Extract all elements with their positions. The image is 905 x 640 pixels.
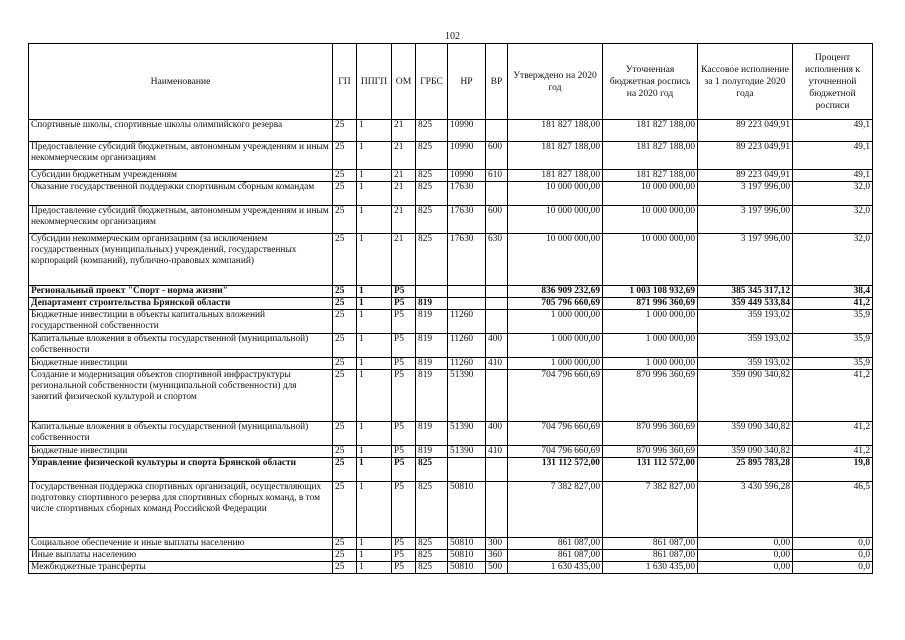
cell-vr — [486, 120, 508, 142]
col-header-om: ОМ — [392, 44, 416, 120]
cell-gp: 25 — [333, 458, 357, 482]
cell-gp: 25 — [333, 482, 357, 538]
cell-name: Субсидии некоммерческим организациям (за исключением государственных (муниципальных) учреждений, государственных корпораций (компаний), публично-правовых компаний) — [29, 234, 333, 286]
table-body — [29, 120, 873, 574]
cell-percent: 0,0 — [793, 550, 873, 562]
cell-vr — [486, 298, 508, 310]
cell-percent: 41,2 — [793, 370, 873, 422]
col-header-ppgp: ППГП — [357, 44, 392, 120]
cell-om: 21 — [392, 234, 416, 286]
table-row — [29, 370, 873, 422]
cell-approved: 181 827 188,00 — [508, 142, 603, 170]
cell-grbs: 825 — [416, 562, 448, 574]
table-row — [29, 358, 873, 370]
cell-om: P5 — [392, 370, 416, 422]
cell-om: 21 — [392, 170, 416, 182]
cell-name: Спортивные школы, спортивные школы олимпийского резерва — [29, 120, 333, 142]
cell-vr — [486, 182, 508, 206]
cell-om: P5 — [392, 358, 416, 370]
cell-refined: 181 827 188,00 — [603, 142, 698, 170]
cell-grbs: 825 — [416, 170, 448, 182]
cell-name: Капитальные вложения в объекты государственной (муниципальной) собственности — [29, 422, 333, 446]
table-row — [29, 170, 873, 182]
cell-approved: 704 796 660,69 — [508, 370, 603, 422]
cell-grbs: 825 — [416, 458, 448, 482]
cell-approved: 1 000 000,00 — [508, 334, 603, 358]
cell-vr: 610 — [486, 170, 508, 182]
cell-percent: 19,8 — [793, 458, 873, 482]
cell-percent: 32,0 — [793, 182, 873, 206]
cell-ppgp: 1 — [357, 358, 392, 370]
table-row — [29, 482, 873, 538]
table-row — [29, 142, 873, 170]
cell-om: P5 — [392, 538, 416, 550]
cell-om: P5 — [392, 422, 416, 446]
cell-np: 50810 — [448, 538, 486, 550]
cell-np: 17630 — [448, 234, 486, 286]
cell-grbs: 825 — [416, 206, 448, 234]
cell-refined: 1 003 108 932,69 — [603, 286, 698, 298]
table-row — [29, 182, 873, 206]
cell-ppgp: 1 — [357, 182, 392, 206]
cell-ppgp: 1 — [357, 206, 392, 234]
col-header-np: НР — [448, 44, 486, 120]
cell-gp: 25 — [333, 310, 357, 334]
cell-np: 50810 — [448, 562, 486, 574]
cell-percent: 32,0 — [793, 206, 873, 234]
cell-vr: 400 — [486, 422, 508, 446]
cell-approved: 10 000 000,00 — [508, 206, 603, 234]
cell-np: 11260 — [448, 358, 486, 370]
cell-percent: 41,2 — [793, 446, 873, 458]
cell-om: P5 — [392, 298, 416, 310]
cell-refined: 871 996 360,69 — [603, 298, 698, 310]
table-row — [29, 120, 873, 142]
cell-grbs: 825 — [416, 482, 448, 538]
cell-refined: 861 087,00 — [603, 538, 698, 550]
table-header-row — [29, 44, 873, 120]
cell-approved: 1 000 000,00 — [508, 310, 603, 334]
cell-refined: 181 827 188,00 — [603, 120, 698, 142]
cell-gp: 25 — [333, 170, 357, 182]
table-row — [29, 310, 873, 334]
cell-om: P5 — [392, 334, 416, 358]
cell-np — [448, 298, 486, 310]
cell-ppgp: 1 — [357, 446, 392, 458]
cell-gp: 25 — [333, 142, 357, 170]
cell-percent: 49,1 — [793, 120, 873, 142]
cell-vr: 500 — [486, 562, 508, 574]
cell-np — [448, 286, 486, 298]
cell-grbs: 819 — [416, 298, 448, 310]
cell-cash: 3 197 996,00 — [698, 182, 793, 206]
cell-refined: 7 382 827,00 — [603, 482, 698, 538]
cell-approved: 704 796 660,69 — [508, 422, 603, 446]
cell-percent: 46,5 — [793, 482, 873, 538]
cell-name: Субсидии бюджетным учреждениям — [29, 170, 333, 182]
cell-gp: 25 — [333, 446, 357, 458]
cell-ppgp: 1 — [357, 310, 392, 334]
cell-vr: 600 — [486, 206, 508, 234]
cell-percent: 0,0 — [793, 538, 873, 550]
cell-ppgp: 1 — [357, 370, 392, 422]
cell-refined: 870 996 360,69 — [603, 370, 698, 422]
col-header-approved: Утверждено на 2020 год — [508, 44, 603, 120]
cell-grbs: 819 — [416, 370, 448, 422]
cell-approved: 705 796 660,69 — [508, 298, 603, 310]
cell-np: 17630 — [448, 206, 486, 234]
cell-refined: 1 000 000,00 — [603, 334, 698, 358]
cell-np: 10990 — [448, 120, 486, 142]
cell-np: 50810 — [448, 482, 486, 538]
budget-table — [28, 43, 873, 574]
cell-name: Создание и модернизация объектов спортивной инфраструктуры региональной собственности (муниципальной собственности) для занятий физической культурой и спортом — [29, 370, 333, 422]
cell-ppgp: 1 — [357, 120, 392, 142]
cell-approved: 1 630 435,00 — [508, 562, 603, 574]
cell-gp: 25 — [333, 370, 357, 422]
col-header-refined: Уточненная бюджетная роспись на 2020 год — [603, 44, 698, 120]
cell-approved: 836 909 232,69 — [508, 286, 603, 298]
cell-np: 11260 — [448, 310, 486, 334]
cell-name: Департамент строительства Брянской области — [29, 298, 333, 310]
cell-np: 50810 — [448, 550, 486, 562]
cell-percent: 35,9 — [793, 358, 873, 370]
cell-om: P5 — [392, 562, 416, 574]
cell-percent: 41,2 — [793, 298, 873, 310]
cell-percent: 38,4 — [793, 286, 873, 298]
cell-grbs: 825 — [416, 538, 448, 550]
cell-om: P5 — [392, 550, 416, 562]
cell-cash: 359 193,02 — [698, 358, 793, 370]
cell-refined: 181 827 188,00 — [603, 170, 698, 182]
cell-cash: 89 223 049,91 — [698, 120, 793, 142]
table-row — [29, 538, 873, 550]
cell-cash: 0,00 — [698, 562, 793, 574]
table-row — [29, 298, 873, 310]
cell-grbs: 825 — [416, 182, 448, 206]
col-header-name: Наименование — [29, 44, 333, 120]
cell-grbs: 819 — [416, 358, 448, 370]
cell-grbs — [416, 286, 448, 298]
cell-vr — [486, 482, 508, 538]
cell-percent: 0,0 — [793, 562, 873, 574]
cell-percent: 32,0 — [793, 234, 873, 286]
table-row — [29, 234, 873, 286]
table-row — [29, 286, 873, 298]
cell-ppgp: 1 — [357, 482, 392, 538]
cell-cash: 3 197 996,00 — [698, 206, 793, 234]
cell-vr — [486, 286, 508, 298]
cell-approved: 861 087,00 — [508, 538, 603, 550]
cell-gp: 25 — [333, 358, 357, 370]
cell-om: P5 — [392, 446, 416, 458]
cell-np: 51390 — [448, 422, 486, 446]
cell-approved: 704 796 660,69 — [508, 446, 603, 458]
cell-om: P5 — [392, 286, 416, 298]
cell-ppgp: 1 — [357, 562, 392, 574]
cell-om: 21 — [392, 142, 416, 170]
cell-vr — [486, 310, 508, 334]
cell-gp: 25 — [333, 562, 357, 574]
cell-percent: 35,9 — [793, 310, 873, 334]
cell-ppgp: 1 — [357, 142, 392, 170]
cell-refined: 870 996 360,69 — [603, 422, 698, 446]
cell-cash: 359 090 340,82 — [698, 446, 793, 458]
cell-percent: 35,9 — [793, 334, 873, 358]
cell-cash: 359 193,02 — [698, 310, 793, 334]
cell-cash: 3 197 996,00 — [698, 234, 793, 286]
cell-gp: 25 — [333, 538, 357, 550]
cell-om: 21 — [392, 206, 416, 234]
cell-approved: 7 382 827,00 — [508, 482, 603, 538]
cell-om: 21 — [392, 182, 416, 206]
table-row — [29, 334, 873, 358]
cell-refined: 1 000 000,00 — [603, 310, 698, 334]
table-row — [29, 550, 873, 562]
cell-cash: 0,00 — [698, 538, 793, 550]
cell-name: Предоставление субсидий бюджетным, автономным учреждениям и иным некоммерческим организациям — [29, 142, 333, 170]
cell-grbs: 819 — [416, 446, 448, 458]
cell-ppgp: 1 — [357, 538, 392, 550]
table-row — [29, 206, 873, 234]
cell-ppgp: 1 — [357, 234, 392, 286]
cell-name: Управление физической культуры и спорта Брянской области — [29, 458, 333, 482]
cell-approved: 131 112 572,00 — [508, 458, 603, 482]
cell-ppgp: 1 — [357, 422, 392, 446]
cell-om: P5 — [392, 482, 416, 538]
cell-approved: 861 087,00 — [508, 550, 603, 562]
cell-refined: 1 000 000,00 — [603, 358, 698, 370]
cell-cash: 3 430 596,28 — [698, 482, 793, 538]
cell-refined: 1 630 435,00 — [603, 562, 698, 574]
cell-cash: 25 895 783,28 — [698, 458, 793, 482]
cell-percent: 49,1 — [793, 142, 873, 170]
cell-gp: 25 — [333, 182, 357, 206]
cell-vr — [486, 458, 508, 482]
cell-approved: 181 827 188,00 — [508, 120, 603, 142]
cell-name: Государственная поддержка спортивных организаций, осуществляющих подготовку спортивного резерва для спортивных сборных команд, в том числе спортивных сборных команд Российской Федерации — [29, 482, 333, 538]
cell-np: 51390 — [448, 446, 486, 458]
table-row — [29, 458, 873, 482]
cell-gp: 25 — [333, 286, 357, 298]
cell-percent: 41,2 — [793, 422, 873, 446]
cell-name: Межбюджетные трансферты — [29, 562, 333, 574]
col-header-percent: Процент исполнения к уточненной бюджетной росписи — [793, 44, 873, 120]
cell-approved: 10 000 000,00 — [508, 234, 603, 286]
cell-refined: 861 087,00 — [603, 550, 698, 562]
cell-ppgp: 1 — [357, 298, 392, 310]
cell-cash: 89 223 049,91 — [698, 142, 793, 170]
cell-ppgp: 1 — [357, 170, 392, 182]
cell-np: 10990 — [448, 142, 486, 170]
cell-grbs: 819 — [416, 310, 448, 334]
cell-ppgp: 1 — [357, 458, 392, 482]
cell-vr: 410 — [486, 358, 508, 370]
cell-cash: 0,00 — [698, 550, 793, 562]
cell-refined: 10 000 000,00 — [603, 234, 698, 286]
cell-vr — [486, 370, 508, 422]
cell-approved: 10 000 000,00 — [508, 182, 603, 206]
cell-np: 17630 — [448, 182, 486, 206]
cell-grbs: 825 — [416, 550, 448, 562]
cell-cash: 89 223 049,91 — [698, 170, 793, 182]
cell-gp: 25 — [333, 422, 357, 446]
page-number: 102 — [445, 31, 460, 42]
cell-name: Предоставление субсидий бюджетным, автономным учреждениям и иным некоммерческим организациям — [29, 206, 333, 234]
col-header-grbs: ГРБС — [416, 44, 448, 120]
cell-cash: 385 345 317,12 — [698, 286, 793, 298]
cell-grbs: 825 — [416, 142, 448, 170]
cell-vr: 360 — [486, 550, 508, 562]
cell-gp: 25 — [333, 550, 357, 562]
cell-gp: 25 — [333, 334, 357, 358]
cell-np: 10990 — [448, 170, 486, 182]
cell-ppgp: 1 — [357, 334, 392, 358]
cell-np — [448, 458, 486, 482]
cell-approved: 1 000 000,00 — [508, 358, 603, 370]
cell-cash: 359 449 533,84 — [698, 298, 793, 310]
cell-vr: 630 — [486, 234, 508, 286]
cell-grbs: 819 — [416, 422, 448, 446]
cell-gp: 25 — [333, 120, 357, 142]
cell-refined: 870 996 360,69 — [603, 446, 698, 458]
cell-gp: 25 — [333, 234, 357, 286]
cell-cash: 359 090 340,82 — [698, 370, 793, 422]
cell-cash: 359 090 340,82 — [698, 422, 793, 446]
table-row — [29, 446, 873, 458]
cell-name: Капитальные вложения в объекты государственной (муниципальной) собственности — [29, 334, 333, 358]
cell-ppgp: 1 — [357, 550, 392, 562]
cell-vr: 300 — [486, 538, 508, 550]
cell-np: 51390 — [448, 370, 486, 422]
col-header-cash: Кассовое исполнение за 1 полугодие 2020 года — [698, 44, 793, 120]
cell-name: Бюджетные инвестиции в объекты капитальных вложений государственной собственности — [29, 310, 333, 334]
cell-name: Бюджетные инвестиции — [29, 446, 333, 458]
cell-name: Оказание государственной поддержки спортивным сборным командам — [29, 182, 333, 206]
cell-grbs: 825 — [416, 234, 448, 286]
cell-name: Региональный проект "Спорт - норма жизни" — [29, 286, 333, 298]
table-row — [29, 562, 873, 574]
cell-grbs: 819 — [416, 334, 448, 358]
table-row — [29, 422, 873, 446]
cell-name: Иные выплаты населению — [29, 550, 333, 562]
cell-cash: 359 193,02 — [698, 334, 793, 358]
cell-om: P5 — [392, 458, 416, 482]
cell-vr: 400 — [486, 334, 508, 358]
col-header-gp: ГП — [333, 44, 357, 120]
cell-approved: 181 827 188,00 — [508, 170, 603, 182]
cell-grbs: 825 — [416, 120, 448, 142]
cell-refined: 131 112 572,00 — [603, 458, 698, 482]
cell-name: Социальное обеспечение и иные выплаты населению — [29, 538, 333, 550]
cell-gp: 25 — [333, 298, 357, 310]
cell-ppgp: 1 — [357, 286, 392, 298]
cell-gp: 25 — [333, 206, 357, 234]
cell-percent: 49,1 — [793, 170, 873, 182]
cell-np: 11260 — [448, 334, 486, 358]
cell-vr: 600 — [486, 142, 508, 170]
cell-om: P5 — [392, 310, 416, 334]
cell-om: 21 — [392, 120, 416, 142]
cell-vr: 410 — [486, 446, 508, 458]
cell-name: Бюджетные инвестиции — [29, 358, 333, 370]
cell-refined: 10 000 000,00 — [603, 206, 698, 234]
col-header-vr: ВР — [486, 44, 508, 120]
cell-refined: 10 000 000,00 — [603, 182, 698, 206]
